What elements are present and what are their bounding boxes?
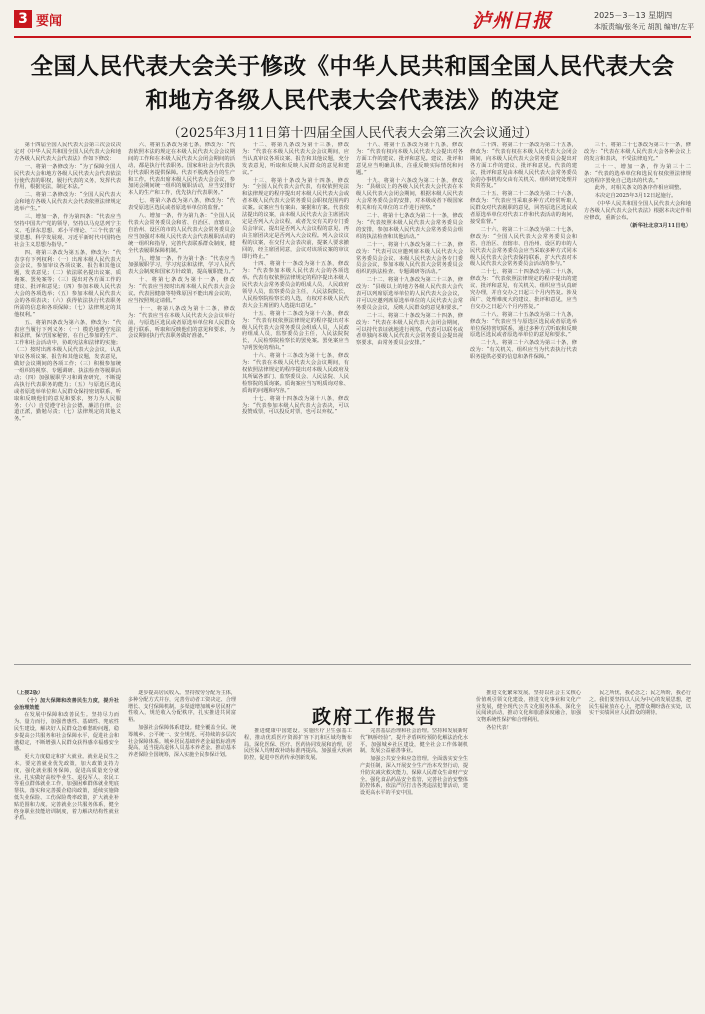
report-paragraph: 推进文化繁荣发展。坚持以社会主义核心价值观引领文化建设，推进文化事业和文化产业发展，健全现代公共文化服务体系，深化全民阅读活动，推动文化和旅游深度融合，加强文物系统性保护和合理利用。 xyxy=(476,690,581,724)
article-body xyxy=(14,142,691,660)
report-paragraph: 完善基层治理和社会治理。坚持和发展新时代“枫桥经验”，提升矛盾纠纷预防化解法治化水平。加强城乡社区建设，健全社会工作体制机制，发展公益慈善事业。 xyxy=(360,728,468,755)
article-paragraph: 五、将第四条改为第六条，修改为：“代表应当履行下列义务：（一）模范地遵守宪法和法律，保守国家秘密，在自己参加的生产、工作和社会活动中，协助宪法和法律的实施；（二）按时出席本级人民代表大会会议，认真审议各项议案、报告和其他议题，发表意见，做好会议期间的各项工作；（三）积极参加统一组织的视察、专题调研、执法检查等履职活动；（四）加强履职学习和调查研究，不断提高执行代表职务的能力；（五）与原选区选民或者原选举单位和人民群众保持密切联系，听取和反映他们的意见和要求，努力为人民服务；（六）自觉遵守社会公德，廉洁自律，公道正派，勤勉尽责；（七）法律规定的其他义务。” xyxy=(14,319,121,423)
article-column xyxy=(584,142,691,660)
report-paragraph: 加强公共安全和应急管理。全面落实安全生产责任制，深入开展安全生产治本攻坚行动，提升防灾减灾救灾能力，保障人民群众生命财产安全。强化食品药品安全监管，完善社会治安整体防控体系，依法严厉打击各类违法犯罪活动，建设更高水平的平安中国。 xyxy=(360,756,468,797)
article-paragraph: 二十四、将第二十一条改为第二十五条，修改为：“代表有权在本级人民代表大会闭会期间，向本级人民代表大会常务委员会提出对各方面工作的建议、批评和意见。代表的建议、批评和意见由本级人民代表大会常务委员会的办事机构交由有关机关、组织研究处理并负责答复。” xyxy=(470,142,577,190)
report-column xyxy=(589,690,691,1008)
article-column xyxy=(470,142,577,660)
article-paragraph: 三、增加一条，作为第四条：“代表应当坚持中国共产党的领导，坚持以马克思列宁主义、毛泽东思想、邓小平理论、‘三个代表’重要思想、科学发展观、习近平新时代中国特色社会主义思想为指导。” xyxy=(14,214,121,248)
article-paragraph: 三十一、增加一条，作为第三十二条：“代表的选举单位和选民有权依照法律规定的程序罢免自己选出的代表。” xyxy=(584,163,691,184)
article-paragraph: 十九、将第十六条改为第二十条，修改为：“县级以上的各级人民代表大会代表在本级人民代表大会闭会期间，根据本级人民代表大会常务委员会的安排，对本级或者下级国家机关和有关单位的工作进行视察。” xyxy=(356,177,463,212)
article-paragraph: 二十六、将第二十三条改为第二十七条，修改为：“全国人民代表大会常务委员会和省、自治区、直辖市、自治州、设区的市的人民代表大会常务委员会应当采取多种方式同本级人民代表大会代表保持联系，扩大代表对本级人民代表大会常务委员会活动的参与。” xyxy=(470,226,577,268)
article-paragraph: 二十七、将第二十四条改为第二十八条，修改为：“代表依照法律规定的程序提出的建议、批评和意见，有关机关、组织应当认真研究办理，并自交办之日起三个月内答复。涉及面广、处理难度大的建议、批评和意见，应当自交办之日起六个月内答复。” xyxy=(470,269,577,310)
section-divider xyxy=(14,664,691,665)
article-paragraph: 二十一、将第十八条改为第二十二条，修改为：“代表可以应邀列席本级人民代表大会常务委员会会议、本级人民代表大会各专门委员会会议，参加本级人民代表大会常务委员会组织的执法检查、专题调研等活动。” xyxy=(356,241,463,276)
article-paragraph: 本决定自2025年3月12日起施行。 xyxy=(594,193,677,200)
article-paragraph: 二、将第二条修改为：“全国人民代表大会和地方各级人民代表大会代表依照法律规定选举产生。” xyxy=(14,192,121,213)
article-paragraph: 二十三、将第二十条改为第二十四条，修改为：“代表在本级人民代表大会闭会期间，可以持代表证就地进行视察。代表可以联名或者单独向本级人民代表大会常务委员会提出视察要求，由常务委员会安排。” xyxy=(356,312,463,347)
report-paragraph: 加强社会保障体系建设。健全覆盖全民、统筹城乡、公平统一、安全规范、可持续的多层次社会保障体系。城乡居民基础养老金最低标准再提高，适当提高退休人员基本养老金。推动基本养老保险全国统筹，深入实施全民参保计划。 xyxy=(128,724,236,759)
report-column xyxy=(244,728,352,1008)
report-section-title: 政府工作报告 xyxy=(312,706,439,728)
article-signoff: （新华社北京3月11日电） xyxy=(626,222,691,229)
article-paragraph: 七、将第六条改为第八条，修改为：“代表受原选区选民或者原选举单位的监督。” xyxy=(128,198,235,212)
article-paragraph: 十四、将第十一条改为第十五条，修改为：“代表参加本级人民代表大会的各项选举。代表有权依照法律规定的程序提出本级人民代表大会常务委员会的组成人员，人民政府领导人员，监察委员会主任，人民法院院长，人民检察院检察长的人选，有权对本级人民代表大会主席团的人选提出意见。” xyxy=(242,261,349,309)
article-column xyxy=(242,142,349,660)
article-paragraph: 十三、将第十条改为第十四条，修改为：“全国人民代表大会代表，有权依照宪法和法律规定的程序提出对本级人民代表大会或者本级人民代表大会常务委员会职权范围内的议案。议案应当有案由、案据和方案。代表依法提出的议案，由本级人民代表大会主席团决定是否列入大会议程，或者先交有关的专门委员会审议，提出是否列入大会议程的意见，再由主席团决定是否列入大会议程。列入会议议程的议案，在交付大会表决前，提案人要求撤回的，经主席团同意，会议对该项议案的审议即行终止。” xyxy=(242,177,349,260)
article-paragraph: 四、将第三条改为第五条，修改为：“代表享有下列权利：（一）出席本级人民代表大会会议，参加审议各项议案、报告和其他议题，发表意见；（二）依法联名提出议案、质询案、罢免案等；（三）提出对各方面工作的建议、批评和意见；（四）参加本级人民代表大会的各项选举；（五）参加本级人民代表大会的各项表决；（六）获得依法执行代表职务所需的信息和各项保障；（七）法律规定的其他权利。” xyxy=(14,249,121,318)
report-column xyxy=(476,690,581,1008)
article-paragraph: 第十四届全国人民代表大会第三次会议决定对《中华人民共和国全国人民代表大会和地方各级人民代表大会代表法》作如下修改： xyxy=(14,142,121,162)
article-paragraph: 十、将第七条改为第十一条，修改为：“代表应当按时出席本级人民代表大会会议。代表因健康等特殊原因不能出席会议的，应当按照规定请假。” xyxy=(128,277,235,304)
report-paragraph: 在发展中保障和改善民生。坚持尽力而为、量力而行，加强普惠性、基础性、兜底性民生建设，解决好人民群众急难愁盼问题，稳步提高公共服务和社会保障水平，促进社会和谐稳定，不断增强人民群众获得感幸福感安全感。 xyxy=(14,712,119,753)
article-paragraph: 二十二、将第十九条改为第二十三条，修改为：“县级以上的地方各级人民代表大会代表可以列席原选举单位的人民代表大会会议，并可以应邀列席原选举单位的人民代表大会常务委员会会议，反映人民群众的意见和要求。” xyxy=(356,277,463,311)
report-paragraph: 民之所忧，我必念之；民之所盼，我必行之。我们要坚持以人民为中心的发展思想，把民生福祉放在心上，把群众期盼落在实处，以实干实绩回应人民群众的期待。 xyxy=(589,690,691,717)
article-paragraph: 此外，对相关条文的条序作相应调整。 xyxy=(594,185,685,192)
article-paragraph: 二十五、将第二十二条改为第二十六条，修改为：“代表应当采取多种方式经常听取人民群众对代表履职的意见，回答原选区选民或者原选举单位对代表工作和代表活动的询问，接受监督。” xyxy=(470,191,577,225)
report-column xyxy=(128,690,236,1008)
article-paragraph: 十一、将第八条改为第十二条，修改为：“代表应当在本级人民代表大会会议举行前，与原选区选民或者原选举单位和人民群众进行联系，听取和反映他们的意见和要求，为会议期间执行代表职务做好准备。” xyxy=(128,305,235,340)
article-paragraph: 二十八、将第二十五条改为第二十九条，修改为：“代表应当与原选区选民或者原选举单位保持密切联系，通过多种方式听取和反映原选区选民或者原选举单位的意见和要求。” xyxy=(470,311,577,339)
article-subtitle: （2025年3月11日第十四届全国人民代表大会第三次会议通过） xyxy=(167,126,538,141)
report-column xyxy=(360,728,468,1008)
report-continued-header: （上接2版） xyxy=(14,690,44,696)
article-paragraph: 八、增加一条，作为第九条：“全国人民代表大会常务委员会和省、自治区、直辖市、自治州、设区的市的人民代表大会常务委员会应当加强对本级人民代表大会代表履职活动的统一组织和指导，完善代表联系群众制度，健全代表履职保障机制。” xyxy=(128,213,235,254)
article-paragraph: 十六、将第十三条改为第十七条，修改为：“代表在本级人民代表大会会议期间，有权依照法律规定的程序提出对本级人民政府及其所属各部门、监察委员会、人民法院、人民检察院的质询案。质询案应当写明质询对象、质询的问题和内容。” xyxy=(242,353,349,394)
masthead-divider xyxy=(14,36,691,38)
article-paragraph: 十八、将第十五条改为第十九条，修改为：“代表有权向本级人民代表大会提出对各方面工作的建议、批评和意见。建议、批评和意见应当明确具体，注重反映实际情况和问题。” xyxy=(356,142,463,176)
article-paragraph: 六、将第五条改为第七条，修改为：“代表依照本法的规定在本级人民代表大会会议期间的工作和在本级人民代表大会闭会期间的活动，都是执行代表职务。国家和社会为代表执行代表职务提供保障。代表不脱离各自的生产和工作。代表出席本级人民代表大会会议，参加闭会期间统一组织的履职活动，应当安排好本人的生产和工作，优先执行代表职务。” xyxy=(128,142,235,197)
page-number-badge: 3 xyxy=(14,10,32,28)
article-paragraph: 二十、将第十七条改为第二十一条，修改为：“代表按照本级人民代表大会常务委员会的安排，参加本级人民代表大会常务委员会组织的执法检查和其他活动。” xyxy=(356,213,463,240)
masthead xyxy=(14,6,695,36)
article-column xyxy=(14,142,121,660)
article-paragraph: 九、增加一条，作为第十条：“代表应当加强履职学习，学习宪法和法律，学习人民代表大会制度和国家方针政策，提高履职能力。” xyxy=(128,255,235,276)
newspaper-logo: 泸州日报 xyxy=(472,10,553,32)
report-column xyxy=(14,690,119,1008)
section-label: 要闻 xyxy=(36,14,63,29)
report-paragraph: 逐步提高居民收入。坚持按劳分配为主体，多种分配方式并存，完善劳动者工资决定、合理增长、支付保障机制。多渠道增加城乡居民财产性收入，规范收入分配秩序，扎实推进共同富裕。 xyxy=(128,690,236,724)
article-paragraph: 《中华人民共和国全国人民代表大会和地方各级人民代表大会代表法》根据本决定作相应修改，重新公布。 xyxy=(584,201,691,222)
editor-credits: 本版责编/张冬元 胡凯 编审/左平 xyxy=(594,23,695,31)
report-subsection-title: （十）加大保障和改善民生力度，提升社会治理效能 xyxy=(14,697,119,711)
article-column xyxy=(356,142,463,660)
report-paragraph: 各位代表！ xyxy=(486,724,512,731)
article-paragraph: 一、将第一条修改为：“为了保障全国人民代表大会和地方各级人民代表大会代表依法行使代表的职权，履行代表的义务，发挥代表作用，根据宪法，制定本法。” xyxy=(14,163,121,191)
article-paragraph: 十二、将第九条改为第十三条，修改为：“代表在本级人民代表大会会议期间，应当认真审议各项议案、报告和其他议题，充分发表意见，听取和反映人民群众的意见和建议。” xyxy=(242,142,349,176)
article-paragraph: 十七、将第十四条改为第十八条，修改为：“代表参加本级人民代表大会表决，可以投赞成票，可以投反对票，也可以弃权。” xyxy=(242,395,349,416)
report-body xyxy=(14,690,691,1008)
article-title: 全国人民代表大会关于修改《中华人民共和国全国人民代表大会和地方各级人民代表大会代表法》的决定 xyxy=(30,54,675,114)
article-paragraph: 十五、将第十二条改为第十六条，修改为：“代表有权依照法律规定的程序提出对本级人民代表大会常务委员会组成人员，人民政府组成人员，监察委员会主任，人民法院院长，人民检察院检察长的罢免案。罢免案应当写明罢免的理由。” xyxy=(242,310,349,352)
article-column xyxy=(128,142,235,660)
report-paragraph: 推进健康中国建设。实施医疗卫生强基工程，推动优质医疗资源扩容下沉和区域均衡布局。深化医保、医疗、医药协同发展和治理，居民医保人均财政补助标准再提高。加强重大疾病防控，促进中医药传承创新发展。 xyxy=(244,728,352,762)
report-paragraph: 更大力度稳定和扩大就业。就业是民生之本。要完善就业优先政策，加大政策支持力度，强化就业服务保障，促进高质量充分就业。扎实做好高校毕业生、退役军人、农民工等重点群体就业工作，加强困难群体就业兜底帮扶。落实和完善援企稳岗政策，延续实施降低失业保险、工伤保险费率政策，扩大就业补贴范围和力度。完善就业公共服务体系，健全终身职业技能培训制度，着力解决结构性就业矛盾。 xyxy=(14,754,119,822)
article-paragraph: 二十九、将第二十六条改为第三十条，修改为：“有关机关、组织应当为代表执行代表职务提供必要的信息和条件保障。” xyxy=(470,340,577,361)
article-paragraph: 三十、将第二十七条改为第三十一条，修改为：“代表在本级人民代表大会各种会议上的发言和表决，不受法律追究。” xyxy=(584,142,691,162)
issue-date: 2025－3－13 星期四 xyxy=(594,11,673,20)
